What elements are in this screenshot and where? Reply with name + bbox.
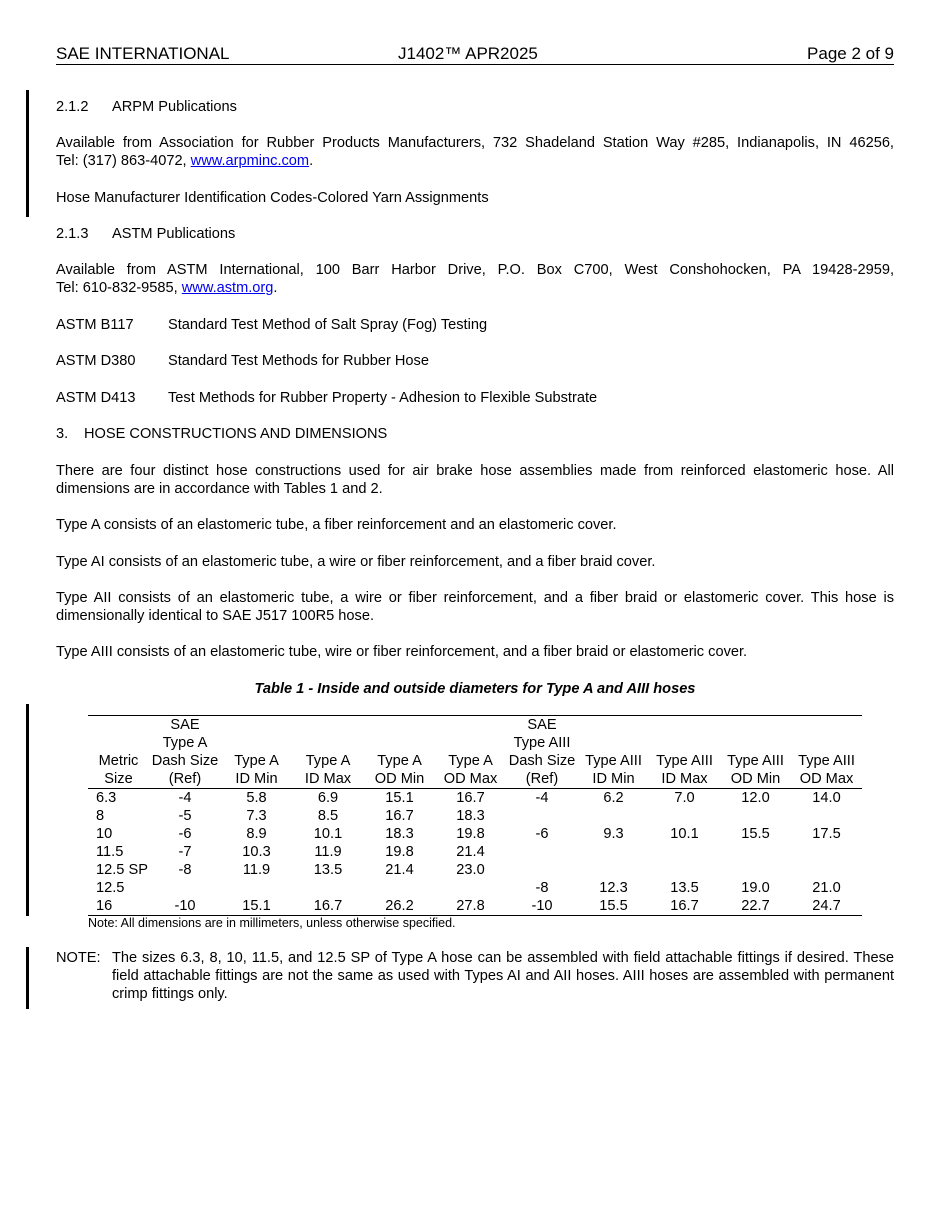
- table-cell: [578, 807, 649, 825]
- table-cell: [649, 861, 720, 879]
- table-cell: 23.0: [456, 862, 485, 878]
- table-cell: 22.7: [741, 898, 770, 914]
- column-header: Type AIII OD Max: [791, 716, 862, 789]
- column-header: Type AIII OD Min: [720, 716, 791, 789]
- table-cell: 21.0: [812, 880, 841, 896]
- table-cell: 12.5 SP: [96, 862, 148, 878]
- column-header: SAE Type A Dash Size (Ref): [149, 716, 221, 789]
- type-ai-description: Type AI consists of an elastomeric tube, a wire or fiber reinforcement, and a fiber braid cover.: [56, 554, 656, 570]
- arpm-publication-item: Hose Manufacturer Identification Codes-Colored Yarn Assignments: [56, 190, 489, 206]
- table-cell: 16.7: [385, 808, 414, 824]
- astm-item: [56, 316, 487, 334]
- table-cell: 15.5: [599, 898, 628, 914]
- astm-link[interactable]: www.astm.org: [181, 280, 274, 296]
- astm-title: Standard Test Method of Salt Spray (Fog) Testing: [168, 317, 488, 333]
- table-cell: [506, 861, 578, 879]
- table-cell: 9.3: [603, 826, 624, 842]
- intro-line2: dimensions are in accordance with Tables 1 and 2.: [56, 481, 383, 497]
- table-cell: [649, 807, 720, 825]
- table-cell: [364, 879, 435, 897]
- table-cell: [506, 843, 578, 861]
- table-row: [88, 861, 862, 879]
- type-aii-description-line1: Type AII consists of an elastomeric tube, a wire or fiber reinforcement, and a fiber braid or elastomeric cover. This hose is: [56, 590, 894, 606]
- arpm-availability-line2: [56, 152, 313, 170]
- type-aiii-description: Type AIII consists of an elastomeric tube, wire or fiber reinforcement, and a fiber braid or elastomeric cover.: [56, 644, 748, 660]
- astm-availability-line1: Available from ASTM International, 100 Barr Harbor Drive, P.O. Box C700, West Conshohocken, PA 19428-2959,: [56, 262, 894, 278]
- table-cell: -10: [531, 898, 553, 914]
- table-cell: 19.0: [741, 880, 770, 896]
- table-cell: 18.3: [385, 826, 414, 842]
- astm-code: ASTM B117: [56, 317, 134, 333]
- table-cell: [649, 843, 720, 861]
- table-cell: -6: [535, 826, 549, 842]
- table-cell: 21.4: [385, 862, 414, 878]
- period: .: [273, 280, 278, 296]
- table-cell: 10.1: [313, 826, 343, 842]
- astm-tel: Tel: 610-832-9585,: [56, 280, 182, 296]
- section-heading-3: [56, 425, 387, 443]
- table-caption: Table 1 - Inside and outside diameters for Type A and AIII hoses: [254, 681, 696, 697]
- table-cell: -8: [178, 862, 192, 878]
- table-cell: [578, 843, 649, 861]
- table-cell: 7.3: [246, 808, 267, 824]
- table-cell: 11.9: [242, 862, 271, 878]
- table-cell: 12.3: [599, 880, 628, 896]
- table-row: [88, 897, 862, 916]
- arpm-tel: Tel: (317) 863-4072,: [56, 153, 191, 169]
- table-cell: 11.5: [96, 844, 124, 860]
- table-cell: [149, 879, 221, 897]
- table-cell: 24.7: [812, 898, 841, 914]
- table-row: [88, 825, 862, 843]
- section-number: 2.1.2: [56, 99, 89, 115]
- table-cell: 12.5: [96, 880, 125, 896]
- table-cell: 13.5: [313, 862, 343, 878]
- arpm-link[interactable]: www.arpminc.com: [190, 153, 310, 169]
- table-row: [88, 789, 862, 808]
- table-header-row: [88, 716, 862, 789]
- table-cell: 16.7: [456, 790, 485, 806]
- type-a-description: Type A consists of an elastomeric tube, a fiber reinforcement and an elastomeric cover.: [56, 517, 617, 533]
- section-title: ASTM Publications: [112, 226, 236, 242]
- table-cell: 19.8: [456, 826, 485, 842]
- table-cell: -8: [535, 880, 549, 896]
- column-header: Type A ID Min: [221, 716, 292, 789]
- astm-availability-line2: [56, 279, 277, 297]
- table-cell: [221, 879, 292, 897]
- table-cell: 15.5: [741, 826, 770, 842]
- table-cell: [578, 861, 649, 879]
- table-cell: 18.3: [456, 808, 485, 824]
- header-org: SAE INTERNATIONAL: [56, 44, 230, 63]
- astm-code: ASTM D413: [56, 390, 136, 406]
- note-label: NOTE:: [56, 950, 101, 966]
- change-bar: [26, 947, 29, 1009]
- table-cell: 16.7: [670, 898, 699, 914]
- table-cell: [435, 879, 506, 897]
- intro-line1: There are four distinct hose constructions used for air brake hose assemblies made from reinforced elastomeric hose. All: [56, 463, 894, 479]
- table-cell: 10.3: [242, 844, 271, 860]
- table-cell: 26.2: [385, 898, 414, 914]
- table-cell: 19.8: [385, 844, 414, 860]
- table-cell: 8.5: [317, 808, 339, 824]
- table-cell: [720, 861, 791, 879]
- table-cell: 6.3: [96, 790, 117, 806]
- arpm-availability-line1: Available from Association for Rubber Products Manufacturers, 732 Shadeland Station Way #285, Indianapolis, IN 46256,: [56, 135, 894, 151]
- astm-item: [56, 352, 429, 370]
- table-cell: 10.1: [670, 826, 699, 842]
- period: .: [309, 153, 314, 169]
- table-row: [88, 879, 862, 897]
- table-1: [88, 715, 862, 916]
- table-cell: 8: [96, 808, 105, 824]
- table-cell: 13.5: [670, 880, 699, 896]
- astm-title: Test Methods for Rubber Property - Adhesion to Flexible Substrate: [168, 390, 598, 406]
- column-header: Type AIII ID Min: [578, 716, 649, 789]
- column-header: Type A OD Min: [364, 716, 435, 789]
- table-cell: [506, 807, 578, 825]
- table-cell: [720, 843, 791, 861]
- change-bar: [26, 704, 29, 916]
- table-cell: 6.2: [603, 790, 624, 806]
- type-aii-description-line2: dimensionally identical to SAE J517 100R5 hose.: [56, 608, 375, 624]
- table-cell: [720, 807, 791, 825]
- table-cell: [791, 861, 862, 879]
- table-cell: 15.1: [385, 790, 414, 806]
- column-header: Type AIII ID Max: [649, 716, 720, 789]
- note-text: The sizes 6.3, 8, 10, 11.5, and 12.5 SP of Type A hose can be assembled with field attachable fittings if desired. These field attachable fittings are not the same as used with Types AI and AII hoses. AIII hoses are assembled with permanent crimp fittings only.: [112, 950, 894, 1002]
- table-cell: -10: [174, 898, 196, 914]
- header-doc-id: J1402™ APR2025: [398, 44, 538, 63]
- table-cell: 16.7: [313, 898, 343, 914]
- change-bar: [26, 90, 29, 217]
- table-cell: 27.8: [456, 898, 485, 914]
- table-cell: -4: [178, 790, 192, 806]
- table-cell: [791, 807, 862, 825]
- section-number: 2.1.3: [56, 226, 89, 242]
- table-cell: -4: [535, 790, 549, 806]
- astm-code: ASTM D380: [56, 353, 136, 369]
- table-cell: -6: [178, 826, 192, 842]
- table-cell: -5: [178, 808, 192, 824]
- section-title: HOSE CONSTRUCTIONS AND DIMENSIONS: [84, 426, 388, 442]
- header-page-number: Page 2 of 9: [807, 44, 894, 63]
- table-row: [88, 807, 862, 825]
- table-cell: [292, 879, 364, 897]
- column-header: Metric Size: [88, 716, 149, 789]
- column-header: Type A OD Max: [435, 716, 506, 789]
- column-header: Type A ID Max: [292, 716, 364, 789]
- table-cell: 16: [96, 898, 113, 914]
- table-cell: 8.9: [246, 826, 267, 842]
- astm-item: [56, 389, 597, 407]
- table-cell: 7.0: [674, 790, 695, 806]
- column-header: SAE Type AIII Dash Size (Ref): [506, 716, 578, 789]
- table-cell: 6.9: [317, 790, 339, 806]
- table-footnote: Note: All dimensions are in millimeters, unless otherwise specified.: [88, 916, 456, 930]
- section-heading-2-1-3: [56, 225, 235, 243]
- table-cell: [791, 843, 862, 861]
- table-cell: 21.4: [456, 844, 485, 860]
- table-cell: 11.9: [314, 844, 342, 860]
- section-heading-2-1-2: [56, 98, 237, 116]
- section-number: 3.: [56, 426, 69, 442]
- table-cell: 12.0: [741, 790, 770, 806]
- table-cell: 17.5: [812, 826, 841, 842]
- table-row: [88, 843, 862, 861]
- page-header: [56, 43, 894, 65]
- astm-title: Standard Test Methods for Rubber Hose: [168, 353, 429, 369]
- table-cell: -7: [178, 844, 192, 860]
- table-cell: 5.8: [246, 790, 267, 806]
- table-cell: 10: [96, 826, 113, 842]
- section-title: ARPM Publications: [112, 99, 237, 115]
- table-cell: 14.0: [812, 790, 841, 806]
- table-cell: 15.1: [242, 898, 271, 914]
- note-block: [56, 949, 894, 1003]
